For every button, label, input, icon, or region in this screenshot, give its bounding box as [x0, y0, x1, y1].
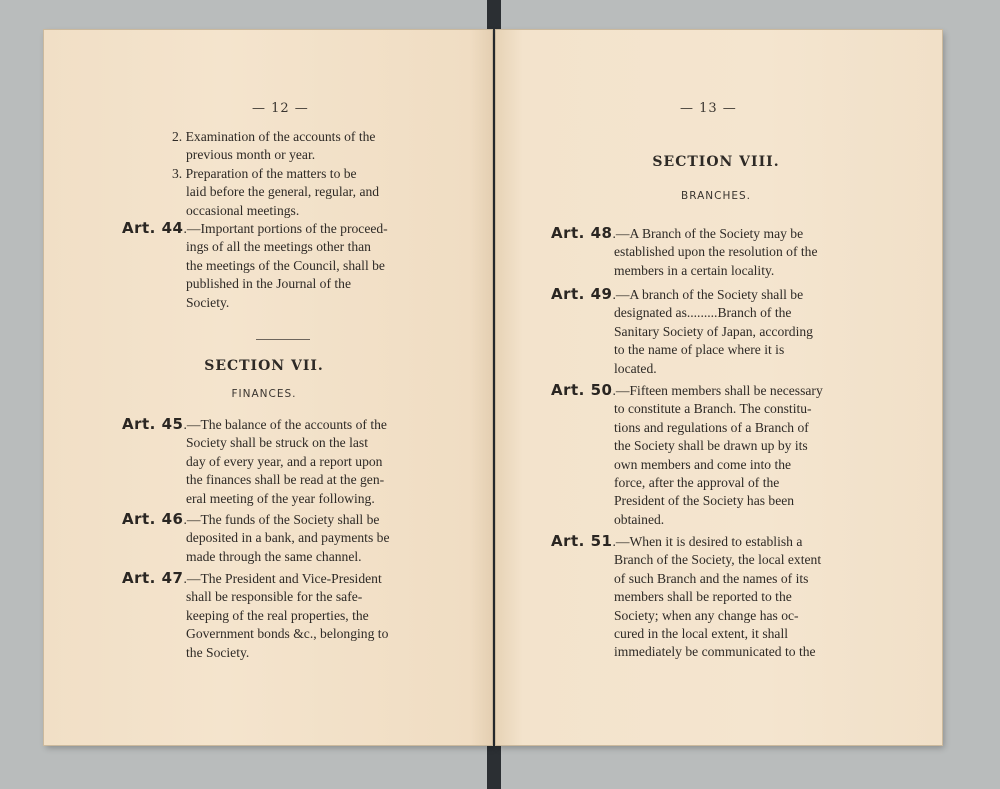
text-line: occasional meetings. — [186, 202, 300, 218]
text-line: .—A branch of the Society shall be — [612, 287, 804, 302]
article-47 — [122, 569, 438, 662]
right-page — [496, 30, 942, 745]
text-line: .—When it is desired to establish a — [612, 534, 803, 549]
text-line: designated as.........Branch of the — [614, 305, 792, 321]
text-line: Society; when any change has oc- — [614, 607, 799, 623]
text-line: .—A Branch of the Society may be — [612, 226, 804, 241]
text-line: laid before the general, regular, and — [186, 184, 380, 200]
article-label: Art. 46 — [122, 510, 184, 528]
text-line: obtained. — [614, 511, 665, 527]
text-line: the finances shall be read at the gen- — [186, 472, 385, 488]
text-line: 2. Examination of the accounts of the — [172, 129, 376, 144]
section-title: SECTION VII. — [204, 358, 324, 374]
text-line: .—The balance of the accounts of the — [183, 417, 387, 432]
text-line: located. — [614, 360, 657, 376]
text-line: President of the Society has been — [614, 493, 795, 509]
text-line: keeping of the real properties, the — [186, 607, 369, 623]
text-line: to the name of place where it is — [614, 342, 785, 358]
text-line: made through the same channel. — [186, 548, 362, 564]
text-line: shall be responsible for the safe- — [186, 589, 363, 605]
article-44 — [122, 219, 438, 312]
article-label: Art. 50 — [551, 381, 613, 399]
text-line: own members and come into the — [614, 456, 792, 472]
left-page — [44, 30, 492, 745]
text-line: of such Branch and the names of its — [614, 570, 809, 586]
page-number: — 12 — — [252, 101, 309, 116]
text-line: members shall be reported to the — [614, 589, 792, 605]
text-line: published in the Journal of the — [186, 276, 351, 292]
article-48 — [551, 224, 867, 280]
text-line: the Society. — [186, 644, 250, 660]
section-subtitle: BRANCHES. — [681, 190, 751, 202]
article-label: Art. 45 — [122, 415, 184, 433]
section-subtitle: FINANCES. — [231, 388, 297, 400]
text-line: the meetings of the Council, shall be — [186, 257, 385, 273]
text-line: deposited in a bank, and payments be — [186, 530, 390, 546]
section-divider — [256, 339, 310, 340]
section-title: SECTION VIII. — [652, 154, 780, 170]
text-line: .—Fifteen members shall be necessary — [612, 383, 823, 398]
article-45 — [122, 415, 438, 508]
text-line: the Society shall be drawn up by its — [614, 438, 808, 454]
text-line: established upon the resolution of the — [614, 244, 818, 260]
article-label: Art. 48 — [551, 224, 613, 242]
article-46 — [122, 510, 438, 566]
text-line: .—The funds of the Society shall be — [183, 512, 380, 527]
text-line: .—Important portions of the proceed- — [183, 221, 388, 236]
article-49 — [551, 285, 867, 378]
text-line: Government bonds &c., belonging to — [186, 626, 389, 642]
text-line: tions and regulations of a Branch of — [614, 419, 809, 435]
article-50 — [551, 381, 867, 529]
text-line: eral meeting of the year following. — [186, 490, 375, 506]
text-line: Branch of the Society, the local extent — [614, 552, 822, 568]
list-item — [172, 165, 438, 220]
article-51 — [551, 532, 867, 662]
article-label: Art. 47 — [122, 569, 184, 587]
article-label: Art. 44 — [122, 219, 184, 237]
text-line: previous month or year. — [186, 147, 316, 163]
text-line: Sanitary Society of Japan, according — [614, 323, 813, 339]
text-line: Society shall be struck on the last — [186, 435, 368, 451]
text-line: ings of all the meetings other than — [186, 239, 371, 255]
text-line: force, after the approval of the — [614, 475, 780, 491]
page-number: — 13 — — [680, 101, 737, 116]
text-line: .—The President and Vice-President — [183, 571, 382, 586]
list-item — [172, 128, 438, 165]
article-label: Art. 49 — [551, 285, 613, 303]
text-line: immediately be communicated to the — [614, 644, 816, 660]
text-line: members in a certain locality. — [614, 262, 775, 278]
text-line: to constitute a Branch. The constitu- — [614, 401, 812, 417]
text-line: 3. Preparation of the matters to be — [172, 166, 357, 181]
text-line: Society. — [186, 294, 230, 310]
article-label: Art. 51 — [551, 532, 613, 550]
text-line: day of every year, and a report upon — [186, 453, 383, 469]
text-line: cured in the local extent, it shall — [614, 626, 789, 642]
